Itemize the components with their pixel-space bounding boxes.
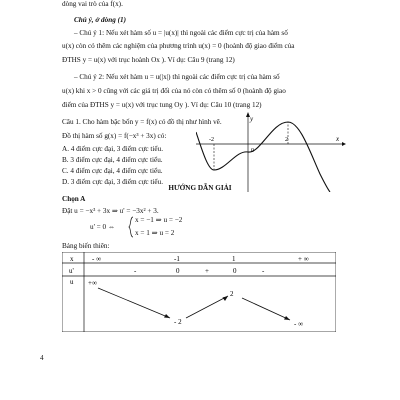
- y-axis-label: y: [250, 115, 254, 123]
- note1-line-a: – Chú ý 1: Nếu xét hàm số u = |u(x)| thì ngoài các điểm cực trị của hàm số: [74, 29, 288, 37]
- x-axis-arrow: [342, 142, 346, 146]
- system-bracket: [128, 216, 134, 238]
- question-subtext: Đồ thị hàm số g(x) = f(−x³ + 3x) có:: [62, 132, 167, 140]
- arrow-down-1-head: [164, 314, 170, 318]
- sign-5: -: [262, 267, 265, 275]
- tick-label-2: 2: [285, 137, 288, 143]
- x-value-neg1: -1: [174, 255, 180, 263]
- answer-label: Chọn A: [62, 195, 86, 203]
- option-d: D. 3 điểm cực đại, 3 điểm cực tiểu.: [62, 178, 163, 186]
- function-curve: [196, 122, 330, 192]
- arrow-up-head: [223, 296, 229, 301]
- note-heading: Chú ý, ở dòng (1): [74, 16, 126, 24]
- solution-heading: HƯỚNG DẪN GIẢI: [168, 184, 232, 192]
- step-2-line-1: x = −1 ⇒ u = −2: [135, 216, 183, 224]
- u-value-neg2: - 2: [174, 318, 182, 326]
- note1-line-c: ĐTHS y = u(x) với trục hoành Ox ). Ví dụ: Câu 9 (trang 12): [62, 56, 235, 64]
- sign-4: 0: [233, 267, 237, 275]
- u-value-pos-inf: +∞: [88, 279, 97, 287]
- sign-2: 0: [176, 267, 180, 275]
- row-x-label: x: [70, 255, 74, 263]
- arrow-down-1: [98, 288, 170, 318]
- note2-line-c: điểm của ĐTHS y = u(x) với trục tung Oy ). Ví dụ: Câu 10 (trang 12): [62, 101, 262, 109]
- row-u-label: u: [70, 278, 74, 286]
- sign-3: +: [205, 267, 209, 275]
- x-axis-label: x: [336, 135, 340, 143]
- table-label: Bảng biến thiên:: [62, 242, 110, 250]
- note2-line-b: u(x) khi x > 0 cũng với các giá trị đối của nó còn có thêm số 0 (hoành độ giao: [62, 87, 286, 95]
- arrow-up: [186, 296, 228, 318]
- step-2-lhs: u' = 0 ⇔: [90, 223, 116, 231]
- page-number: 4: [40, 354, 44, 362]
- note2-line-a: – Chú ý 2: Nếu xét hàm u = u(|x|) thì ngoài các điểm cực trị của hàm số: [74, 73, 280, 81]
- u-value-neg-inf: - ∞: [294, 320, 304, 328]
- function-graph: [196, 112, 346, 192]
- variation-table: [62, 252, 336, 332]
- question-text: Câu 1. Cho hàm bậc bốn y = f(x) có đồ thị như hình vẽ.: [62, 118, 222, 126]
- step-2-line-2: x = 1 ⇒ u = 2: [135, 229, 175, 237]
- row-u-prime-label: u': [69, 267, 74, 275]
- x-value-neg-inf: - ∞: [92, 255, 102, 263]
- note1-line-b: u(x) còn có thêm các nghiệm của phương trình u(x) = 0 (hoành độ giao điểm của: [62, 42, 295, 50]
- option-c: C. 4 điểm cực đại, 4 điểm cực tiểu.: [62, 167, 163, 175]
- x-value-pos-inf: + ∞: [298, 255, 309, 263]
- arrow-down-2: [242, 298, 290, 320]
- tick-label-neg2: -2: [209, 137, 214, 143]
- sign-1: -: [134, 267, 137, 275]
- arrow-down-2-head: [284, 316, 290, 320]
- option-b: B. 3 điểm cực đại, 4 điểm cực tiểu.: [62, 156, 163, 164]
- origin-label: 0: [251, 148, 254, 154]
- intro-tail: dòng vai trò của f(x).: [62, 0, 123, 8]
- option-a: A. 4 điểm cực đại, 3 điểm cực tiểu.: [62, 145, 163, 153]
- x-value-1: 1: [232, 255, 236, 263]
- step-1: Đặt u = −x³ + 3x ⇒ u' = −3x² + 3.: [62, 207, 159, 215]
- u-value-2: 2: [230, 290, 234, 298]
